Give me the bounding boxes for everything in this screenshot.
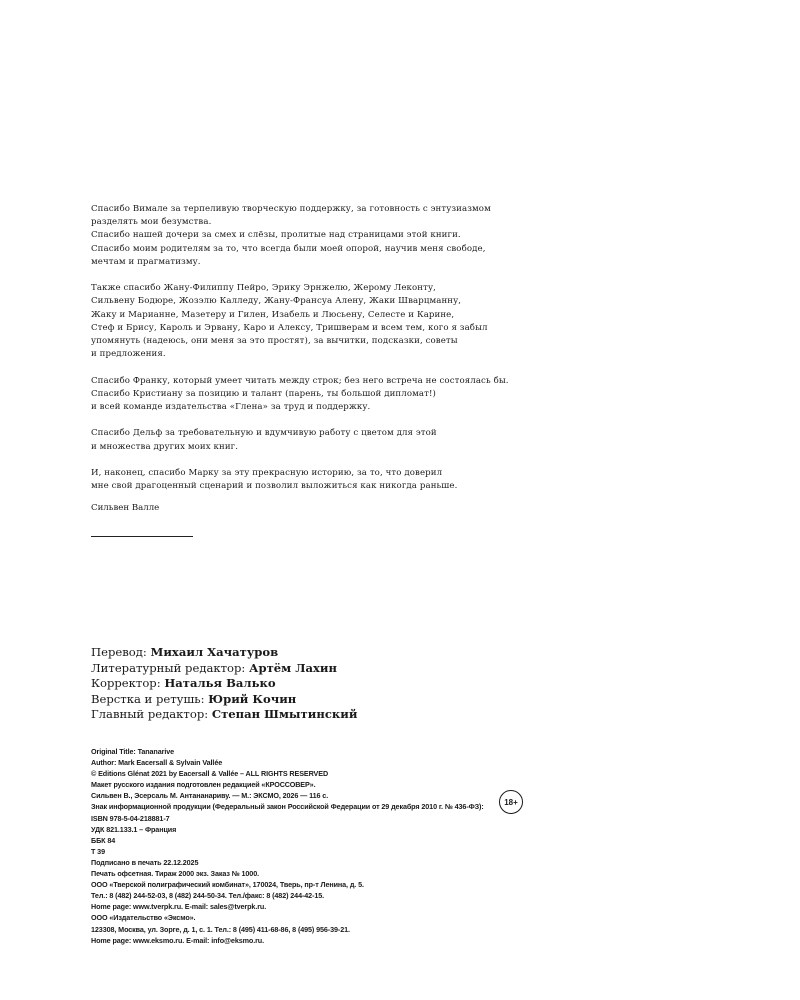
text-line: и всей команде издательства «Глена» за труд и поддержку. — [91, 402, 371, 413]
imprint-line: Home page: www.tverpk.ru. E-mail: sales@tverpk.ru. — [91, 902, 267, 912]
text-line: Также спасибо Жану-Филиппу Пейро, Эрику Эрнжелю, Жерому Леконту, — [91, 283, 436, 294]
imprint-line: Макет русского издания подготовлен редакцией «КРОССОВЕР». — [91, 780, 316, 790]
imprint-line: УДК 821.133.1 – Франция — [91, 824, 177, 834]
credit-label: Корректор: — [91, 676, 165, 690]
imprint-line: ББК 84 — [91, 835, 116, 845]
acknowledgement-paragraph — [91, 427, 511, 453]
imprint-line: Сильвен В., Эсерсаль М. Антананариву. — М.: ЭКСМО, 2026 — 116 с. — [91, 791, 329, 801]
imprint-line: 123308, Москва, ул. Зорге, д. 1, с. 1. Тел.: 8 (495) 411-68-86, 8 (495) 956-39-21. — [91, 924, 350, 934]
credit-row — [91, 676, 357, 692]
imprint-block — [91, 746, 531, 946]
text-line: Сильвену Бодюре, Жозэлю Калледу, Жану-Франсуа Алену, Жаки Шварцманну, — [91, 296, 462, 307]
imprint-line: Home page: www.eksmo.ru. E-mail: info@eksmo.ru. — [91, 935, 264, 945]
credit-row — [91, 707, 357, 723]
text-line: мечтам и прагматизму. — [91, 256, 201, 267]
imprint-line: ООО «Тверской полиграфический комбинат», 170024, Тверь, пр-т Ленина, д. 5. — [91, 880, 364, 890]
text-line: и предложения. — [91, 349, 166, 360]
credit-label: Литературный редактор: — [91, 660, 250, 675]
text-line: Спасибо Франку, который умеет читать между строк; без него встреча не состоялась бы. — [91, 375, 509, 386]
credit-name: Михаил Хачатуров — [150, 645, 279, 659]
text-line: Спасибо Дельф за требовательную и вдумчивую работу с цветом для этой — [91, 428, 437, 439]
text-line: мне свой драгоценный сценарий и позволил выложиться как никогда раньше. — [91, 481, 458, 492]
credit-label: Верстка и ретушь: — [91, 691, 209, 706]
text-line: Спасибо моим родителям за то, что всегда были моей опорой, научив меня свободе, — [91, 243, 486, 254]
credit-row — [91, 645, 357, 661]
acknowledgement-paragraph — [91, 282, 511, 361]
imprint-line: Author: Mark Eacersall & Sylvain Vallée — [91, 758, 223, 768]
acknowledgements — [91, 203, 511, 507]
credit-label: Главный редактор: — [91, 707, 212, 721]
acknowledgement-paragraph — [91, 375, 511, 415]
text-line: Спасибо Вимале за терпеливую творческую поддержку, за готовность с энтузиазмом — [91, 204, 491, 214]
text-line: И, наконец, спасибо Марку за эту прекрасную историю, за то, что доверил — [91, 468, 443, 478]
divider-line — [91, 536, 193, 537]
text-line: Жаку и Марианне, Мазетеру и Гилен, Изабель и Люсьену, Селесте и Карине, — [91, 309, 455, 320]
imprint-line: ISBN 978-5-04-218881-7 — [91, 813, 170, 823]
credits-block — [91, 645, 357, 723]
imprint-line: © Editions Glénat 2021 by Eacersall & Vallée – ALL RIGHTS RESERVED — [91, 769, 329, 779]
credit-name: Юрий Кочин — [208, 691, 297, 706]
credit-name: Степан Шмытинский — [211, 707, 358, 721]
imprint-line: Т 39 — [91, 846, 105, 856]
imprint-line: Тел.: 8 (482) 244-52-03, 8 (482) 244-50-34. Тел./факс: 8 (482) 244-42-15. — [91, 891, 325, 901]
acknowledgement-paragraph — [91, 467, 511, 493]
credit-name: Наталья Валько — [164, 676, 276, 690]
text-line: и множества других моих книг. — [91, 441, 239, 452]
credit-row — [91, 661, 357, 677]
imprint-line: Знак информационной продукции (Федеральный закон Российской Федерации от 29 декабря 2010 г. № 436-ФЗ): — [91, 802, 484, 812]
text-line: Спасибо Кристиану за позицию и талант (парень, ты большой дипломат!) — [91, 388, 436, 399]
text-line: Стеф и Брису, Кароль и Эрвану, Каро и Алексу, Тришверам и всем тем, кого я забыл — [91, 322, 488, 333]
text-line: разделять мои безумства. — [91, 217, 212, 228]
imprint-line: Original Title: Tananarive — [91, 747, 175, 756]
imprint-line: Подписано в печать 22.12.2025 — [91, 857, 199, 867]
text-line: Спасибо нашей дочери за смех и слёзы, пролитые над страницами этой книги. — [91, 230, 461, 241]
age-rating-badge: 18+ — [499, 790, 523, 814]
credit-name: Артём Лахин — [249, 660, 338, 675]
credit-row — [91, 692, 357, 708]
acknowledgement-paragraph — [91, 203, 511, 269]
imprint-line: ООО «Издательство «Эксмо». — [91, 913, 196, 923]
imprint-line: Печать офсетная. Тираж 2000 экз. Заказ № 1000. — [91, 869, 259, 879]
signature: Сильвен Валле — [91, 503, 160, 513]
credit-label: Перевод: — [91, 645, 151, 659]
text-line: упомянуть (надеюсь, они меня за это простят), за вычитки, подсказки, советы — [91, 336, 458, 347]
